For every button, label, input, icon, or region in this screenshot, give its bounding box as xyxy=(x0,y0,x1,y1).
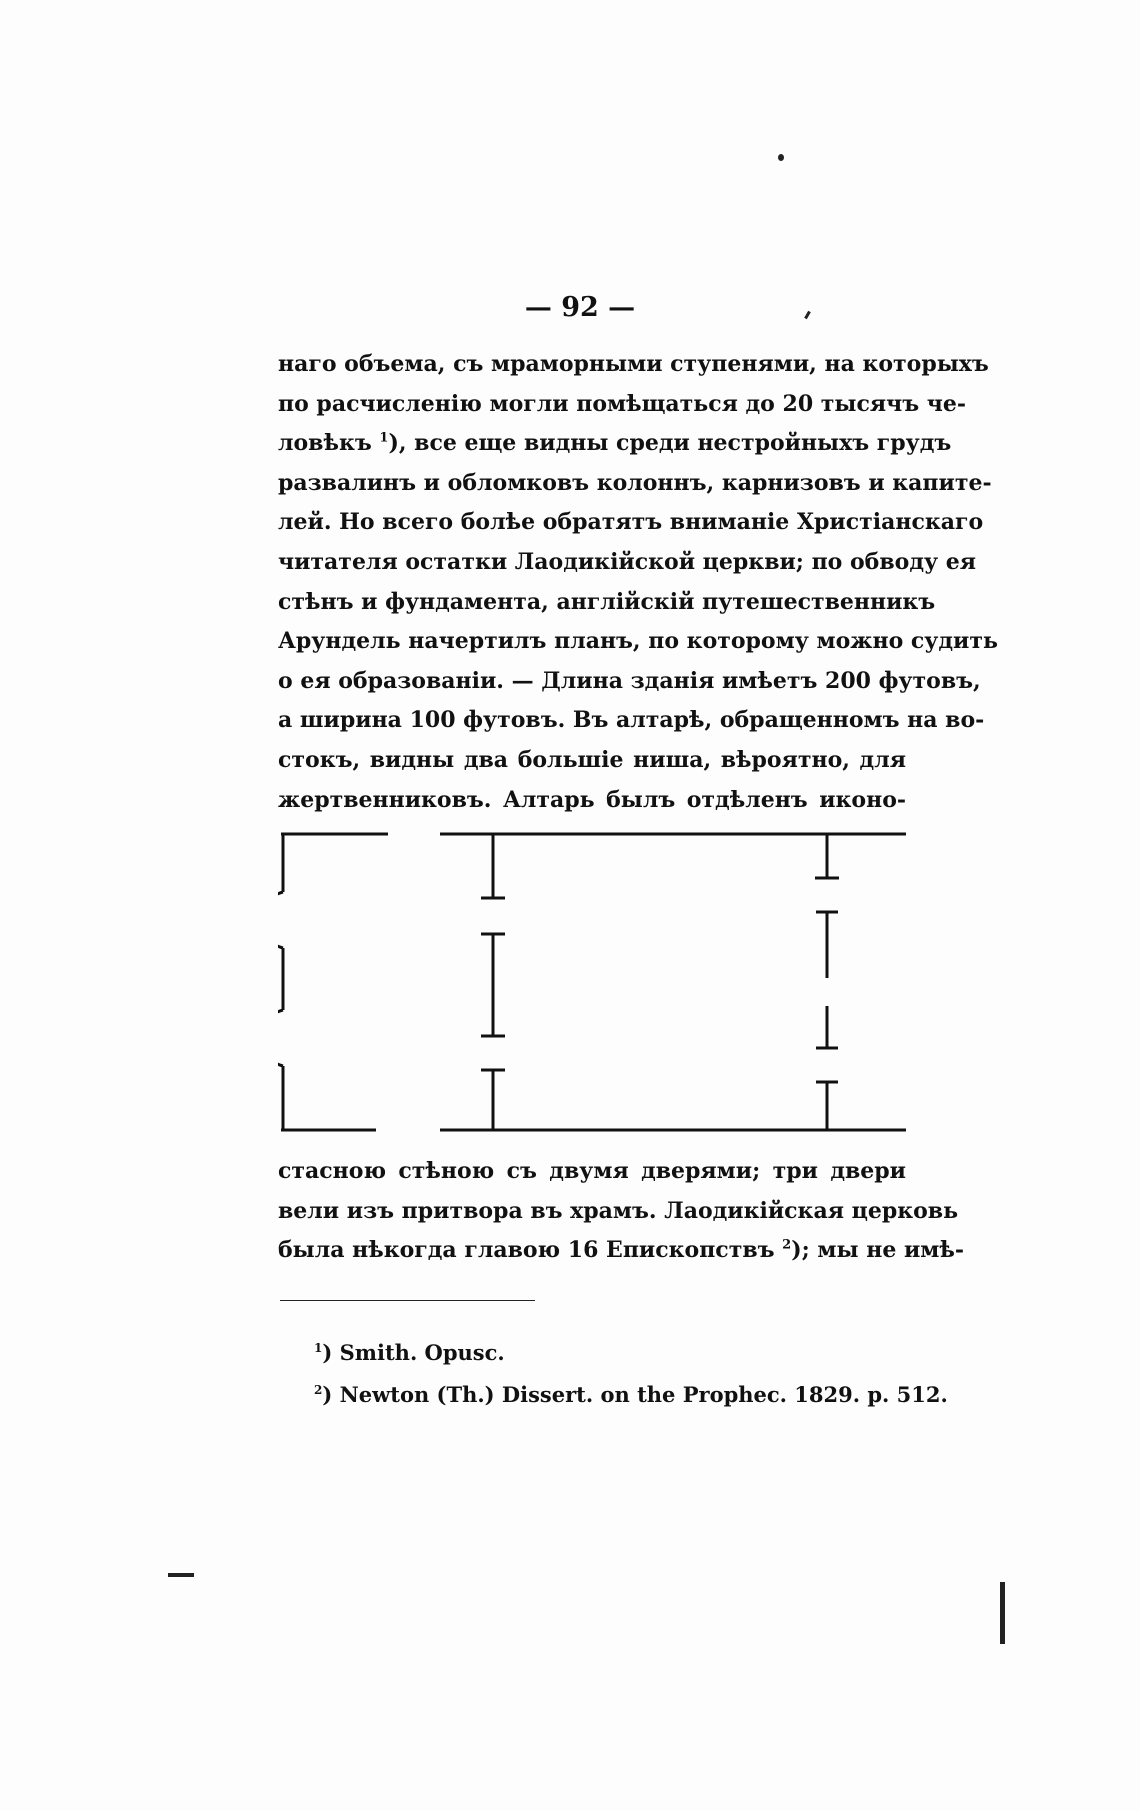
text-line: о ея образованіи. — Длина зданія имѣетъ 200 футовъ, xyxy=(278,667,981,694)
body-text-top xyxy=(278,345,998,820)
footnote-mark: 1 xyxy=(314,1341,323,1355)
footnotes xyxy=(314,1332,948,1416)
text-fragment: была нѣкогда главою 16 Епископствъ xyxy=(278,1237,775,1264)
niche-lower-icon xyxy=(278,1010,283,1066)
footnote-text: ) Newton (Th.) Dissert. on the Prophec. 1829. p. 512. xyxy=(322,1382,948,1407)
text-fragment: ), все еще видны среди нестройныхъ грудъ xyxy=(388,430,952,457)
text-line: стасною стѣною съ двумя дверями; три двери xyxy=(278,1158,906,1184)
footnote-ref-1: 1 xyxy=(379,430,389,446)
text-line xyxy=(278,424,952,464)
text-line: лей. Но всего болѣе обратятъ вниманіе Христіанскаго xyxy=(278,509,984,536)
scan-speck xyxy=(778,154,784,161)
text-line: Арундель начертилъ планъ, по которому можно судить xyxy=(278,628,998,655)
page-number: — 92 — xyxy=(524,292,636,323)
text-line: читателя остатки Лаодикійской церкви; по обводу ея xyxy=(278,548,976,575)
church-floor-plan xyxy=(278,822,906,1142)
text-line: а ширина 100 футовъ. Въ алтарѣ, обращенномъ на во- xyxy=(278,707,985,734)
text-line xyxy=(278,1231,965,1271)
text-fragment: ловѣкъ xyxy=(278,430,372,457)
footnote-text: ) Smith. Opusc. xyxy=(322,1340,505,1365)
text-line: стокъ, видны два большіе ниша, вѣроятно, для xyxy=(278,746,906,773)
footnote-divider xyxy=(280,1300,535,1301)
scan-speck xyxy=(1000,1582,1005,1644)
text-line: жертвенниковъ. Алтарь былъ отдѣленъ иконо- xyxy=(278,786,906,813)
footnote-ref-2: 2 xyxy=(782,1237,792,1253)
niche-upper-icon xyxy=(278,892,283,948)
footnote-2 xyxy=(314,1374,948,1416)
text-line: вели изъ притвора въ храмъ. Лаодикійская церковь xyxy=(278,1197,959,1224)
text-line: по расчисленію могли помѣщаться до 20 тысячъ че- xyxy=(278,390,966,417)
text-fragment: ); мы не имѣ- xyxy=(791,1237,965,1264)
body-text-bottom xyxy=(278,1152,965,1271)
footnote-mark: 2 xyxy=(314,1383,323,1397)
scan-speck xyxy=(804,311,811,319)
text-line: наго объема, съ мраморными ступенями, на которыхъ xyxy=(278,351,989,377)
footnote-1 xyxy=(314,1332,934,1374)
scan-speck xyxy=(168,1573,194,1577)
text-line: развалинъ и обломковъ колоннъ, карнизовъ и капите- xyxy=(278,469,992,496)
text-line: стѣнъ и фундамента, англійскій путешественникъ xyxy=(278,588,936,615)
